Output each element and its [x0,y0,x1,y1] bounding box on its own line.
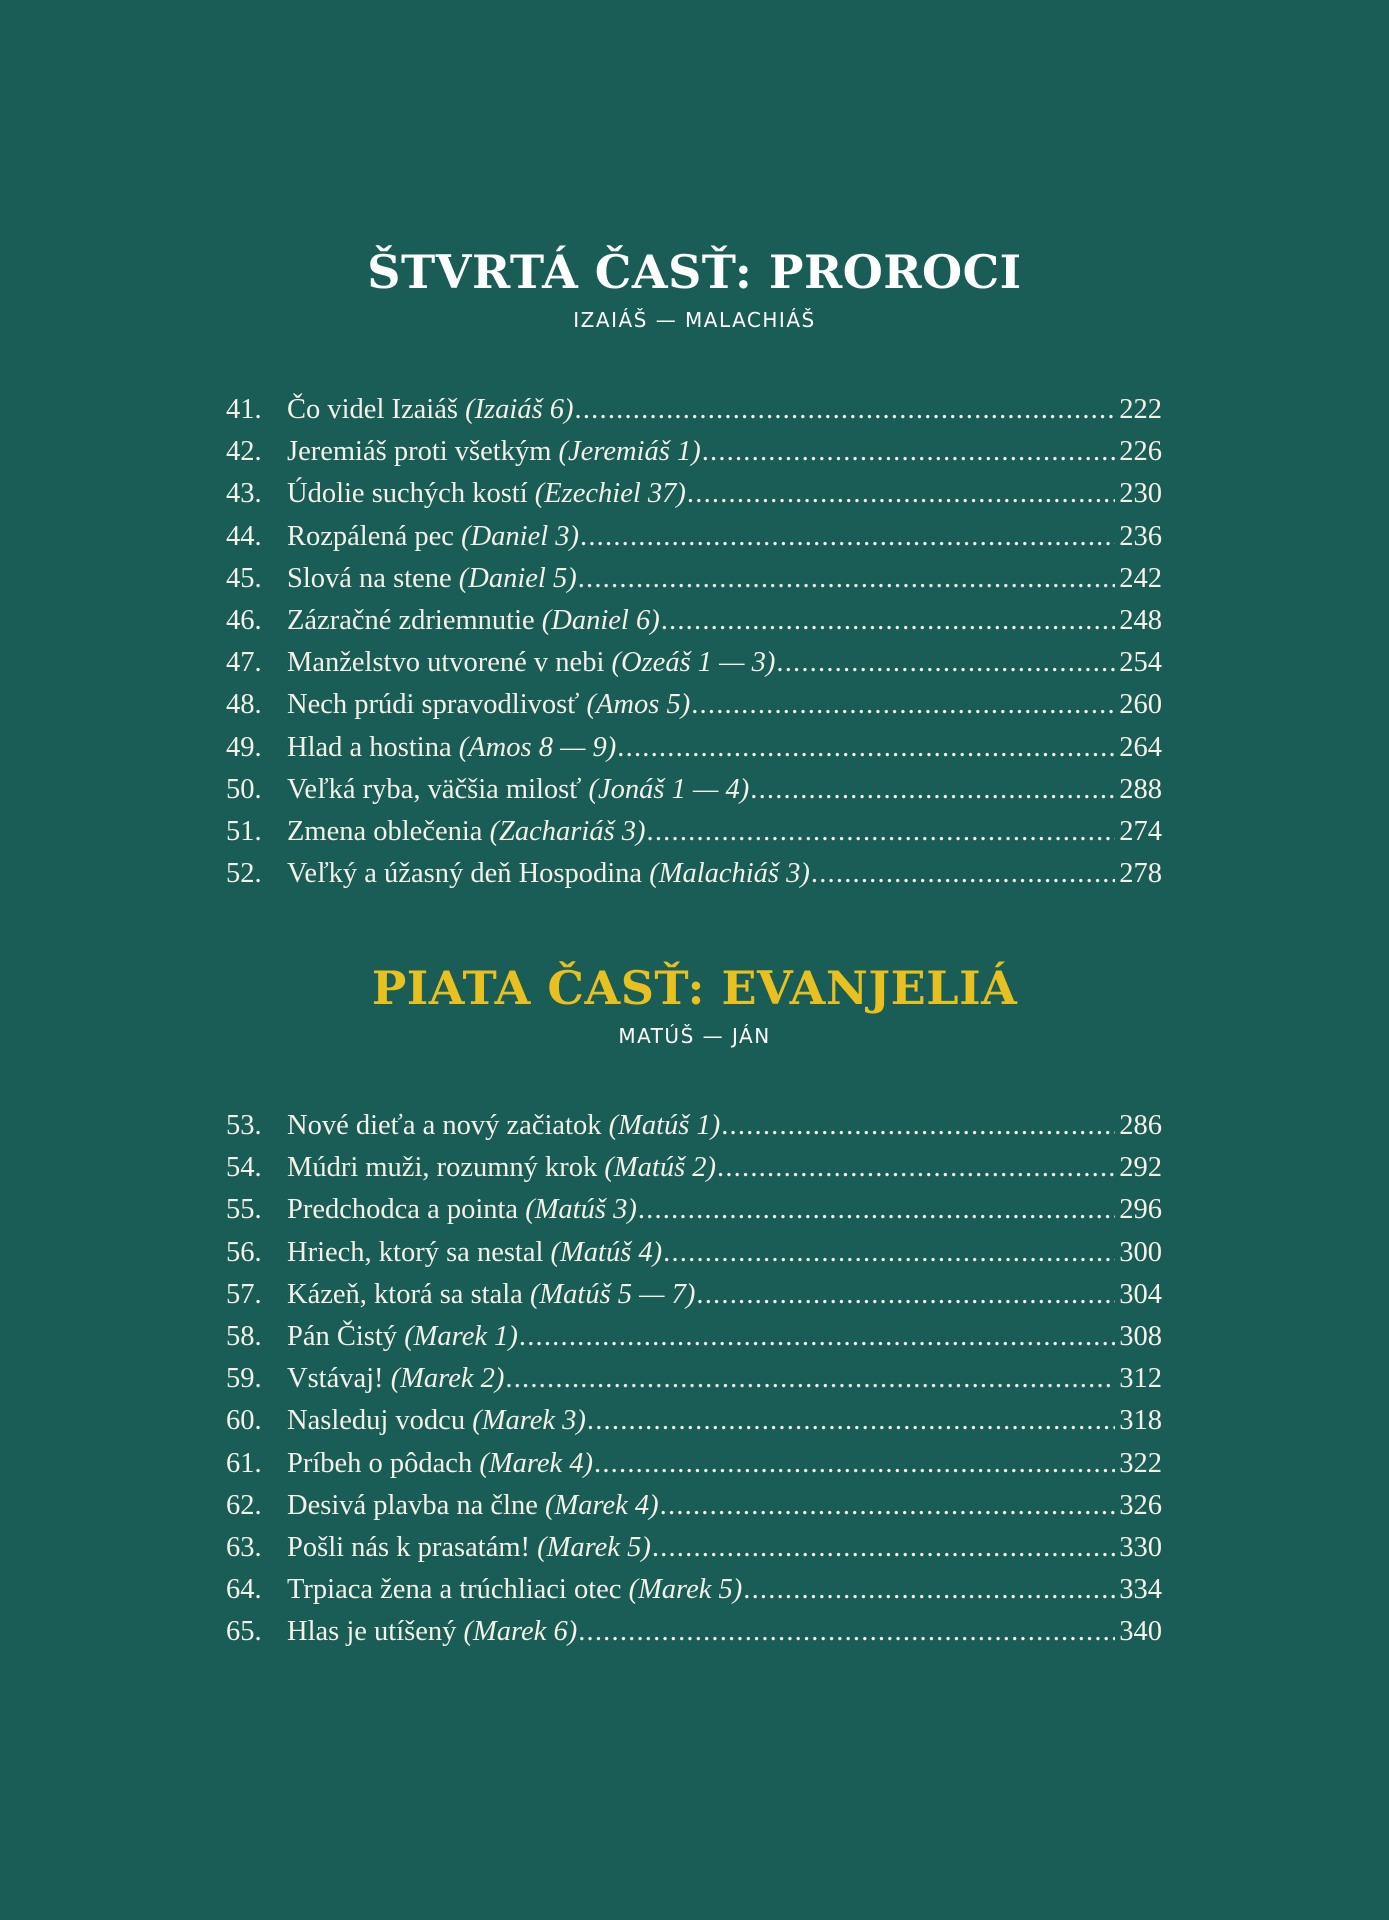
dot-leader [647,811,1116,853]
entry-title: Kázeň, ktorá sa stala [287,1278,523,1310]
entry-page-number: 236 [1119,520,1162,552]
part4-subtitle: IZAIÁŠ — MALACHIÁŠ [573,308,816,332]
entry-title: Hlas je utíšený [287,1616,457,1648]
toc-entry[interactable] [226,769,1162,811]
entry-number: 58. [226,1320,262,1352]
entry-reference: (Matúš 2) [604,1152,717,1184]
toc-entry[interactable] [226,727,1162,769]
entry-reference: (Izaiáš 6) [465,394,574,425]
entry-reference: (Amos 5) [586,689,691,721]
dot-leader [578,558,1116,600]
toc-entry[interactable] [226,600,1162,642]
dot-leader [691,684,1115,726]
entry-title: Nasleduj vodcu [287,1405,466,1437]
toc-entry[interactable] [226,1485,1162,1527]
dot-leader [776,642,1115,684]
entry-title: Jeremiáš proti všetkým [287,436,552,468]
part5-toc-list [226,1105,1162,1653]
entry-title: Zmena oblečenia [287,815,483,847]
entry-reference: (Ozeáš 1 — 3) [611,647,776,679]
dot-leader [505,1358,1115,1400]
dot-leader [696,1274,1115,1316]
dot-leader [687,473,1115,515]
entry-page-number: 260 [1119,689,1162,721]
entry-title: Údolie suchých kostí [287,478,528,510]
part5-header [0,960,1389,1048]
entry-number: 59. [226,1363,262,1395]
entry-number: 53. [226,1110,262,1141]
entry-number: 56. [226,1236,262,1268]
dot-leader [660,1485,1116,1527]
entry-number: 63. [226,1531,262,1563]
toc-entry[interactable] [226,1358,1162,1400]
entry-page-number: 322 [1119,1447,1162,1479]
toc-entry[interactable] [226,1232,1162,1274]
entry-title: Trpiaca žena a trúchliaci otec [287,1574,622,1606]
entry-title: Príbeh o pôdach [287,1447,473,1479]
entry-number: 46. [226,604,262,636]
entry-number: 62. [226,1489,262,1521]
entry-reference: (Daniel 6) [541,604,660,636]
toc-entry[interactable] [226,1147,1162,1189]
toc-entry[interactable] [226,431,1162,473]
toc-entry[interactable] [226,1189,1162,1231]
part4-title: ŠTVRTÁ ČASŤ: PROROCI [367,245,1022,299]
entry-reference: (Marek 6) [463,1616,578,1648]
entry-page-number: 248 [1119,604,1162,636]
toc-entry[interactable] [226,642,1162,684]
entry-title: Pán Čistý [287,1320,398,1352]
entry-page-number: 230 [1119,478,1162,510]
dot-leader [743,1569,1115,1611]
dot-leader [652,1527,1115,1569]
toc-entry[interactable] [226,516,1162,558]
entry-page-number: 296 [1119,1194,1162,1226]
toc-entry[interactable] [226,1316,1162,1358]
dot-leader [661,600,1116,642]
entry-number: 55. [226,1194,262,1226]
entry-number: 44. [226,520,262,552]
toc-entry[interactable] [226,1527,1162,1569]
entry-reference: (Matúš 3) [525,1194,637,1226]
dot-leader [663,1232,1115,1274]
entry-title: Vstávaj! [287,1363,384,1395]
entry-reference: (Ezechiel 37) [534,478,686,510]
dot-leader [721,1105,1115,1147]
entry-page-number: 264 [1119,731,1162,763]
entry-title: Hlad a hostina [287,731,452,763]
entry-page-number: 300 [1119,1236,1162,1268]
entry-reference: (Matúš 5 — 7) [529,1278,696,1310]
entry-page-number: 292 [1119,1152,1162,1184]
entry-page-number: 340 [1119,1616,1162,1648]
part4-header [0,244,1389,332]
dot-leader [717,1147,1115,1189]
dot-leader [575,389,1116,431]
entry-number: 42. [226,436,262,468]
entry-title: Desivá plavba na člne [287,1489,538,1521]
entry-page-number: 318 [1119,1405,1162,1437]
entry-page-number: 286 [1119,1110,1162,1141]
entry-title: Slová na stene [287,562,452,594]
entry-number: 52. [226,858,262,890]
dot-leader [750,769,1115,811]
entry-reference: (Marek 5) [628,1574,743,1606]
entry-reference: (Daniel 3) [461,520,580,552]
entry-title: Manželstvo utvorené v nebi [287,647,605,679]
toc-entry[interactable] [226,558,1162,600]
dot-leader [702,431,1116,473]
entry-title: Veľká ryba, väčšia milosť [287,773,582,805]
entry-page-number: 304 [1119,1278,1162,1310]
entry-reference: (Zachariáš 3) [489,815,646,847]
entry-title: Čo videl Izaiáš [287,394,458,425]
dot-leader [578,1611,1115,1653]
entry-page-number: 254 [1119,647,1162,679]
entry-reference: (Jeremiáš 1) [558,436,701,468]
toc-entry[interactable] [226,1105,1162,1147]
entry-title: Zázračné zdriemnutie [287,604,535,636]
toc-entry[interactable] [226,853,1162,895]
entry-reference: (Marek 1) [404,1320,518,1352]
entry-reference: (Matúš 4) [550,1236,663,1268]
entry-reference: (Marek 4) [479,1447,594,1479]
toc-entry[interactable] [226,1611,1162,1653]
dot-leader [638,1189,1115,1231]
part5-subtitle: MATÚŠ — JÁN [618,1024,771,1048]
entry-number: 61. [226,1447,262,1479]
entry-number: 65. [226,1616,262,1648]
entry-title: Nech prúdi spravodlivosť [287,689,580,721]
toc-entry[interactable] [226,1274,1162,1316]
entry-number: 50. [226,773,262,805]
entry-number: 57. [226,1278,262,1310]
entry-number: 48. [226,689,262,721]
part4-toc-list [226,389,1162,895]
dot-leader [580,516,1115,558]
dot-leader [587,1400,1115,1442]
entry-page-number: 242 [1119,562,1162,594]
entry-reference: (Marek 5) [537,1531,651,1563]
toc-entry[interactable] [226,811,1162,853]
toc-entry[interactable] [226,1443,1162,1485]
dot-leader [594,1443,1115,1485]
entry-title: Pošli nás k prasatám! [287,1531,531,1563]
entry-page-number: 288 [1119,773,1162,805]
entry-number: 43. [226,478,262,510]
entry-reference: (Amos 8 — 9) [458,731,617,763]
entry-page-number: 274 [1119,815,1162,847]
entry-number: 45. [226,562,262,594]
toc-entry[interactable] [226,684,1162,726]
entry-page-number: 226 [1119,436,1162,468]
toc-entry[interactable] [226,473,1162,515]
entry-reference: (Marek 4) [544,1489,659,1521]
dot-leader [617,727,1115,769]
part5-title: PIATA ČASŤ: EVANJELIÁ [371,961,1018,1015]
entry-page-number: 308 [1119,1320,1162,1352]
entry-reference: (Matúš 1) [608,1110,721,1141]
dot-leader [519,1316,1115,1358]
toc-entry[interactable] [226,1569,1162,1611]
entry-number: 51. [226,815,262,847]
entry-title: Hriech, ktorý sa nestal [287,1236,544,1268]
entry-reference: (Malachiáš 3) [649,858,810,890]
entry-page-number: 334 [1119,1574,1162,1606]
entry-page-number: 222 [1119,394,1162,425]
entry-page-number: 278 [1119,858,1162,890]
entry-page-number: 312 [1119,1363,1162,1395]
entry-page-number: 330 [1119,1531,1162,1563]
dot-leader [811,853,1115,895]
entry-reference: (Marek 3) [472,1405,586,1437]
entry-reference: (Daniel 5) [458,562,577,594]
entry-number: 64. [226,1574,262,1606]
entry-title: Nové dieťa a nový začiatok [287,1110,602,1141]
entry-number: 60. [226,1405,262,1437]
toc-entry[interactable] [226,1400,1162,1442]
entry-number: 41. [226,394,262,425]
entry-number: 47. [226,647,262,679]
toc-entry[interactable] [226,389,1162,431]
entry-page-number: 326 [1119,1489,1162,1521]
entry-reference: (Jonáš 1 — 4) [588,773,750,805]
entry-title: Predchodca a pointa [287,1194,519,1226]
entry-title: Veľký a úžasný deň Hospodina [287,858,643,890]
entry-reference: (Marek 2) [390,1363,505,1395]
entry-title: Múdri muži, rozumný krok [287,1152,598,1184]
entry-number: 49. [226,731,262,763]
entry-title: Rozpálená pec [287,520,454,552]
entry-number: 54. [226,1152,262,1184]
